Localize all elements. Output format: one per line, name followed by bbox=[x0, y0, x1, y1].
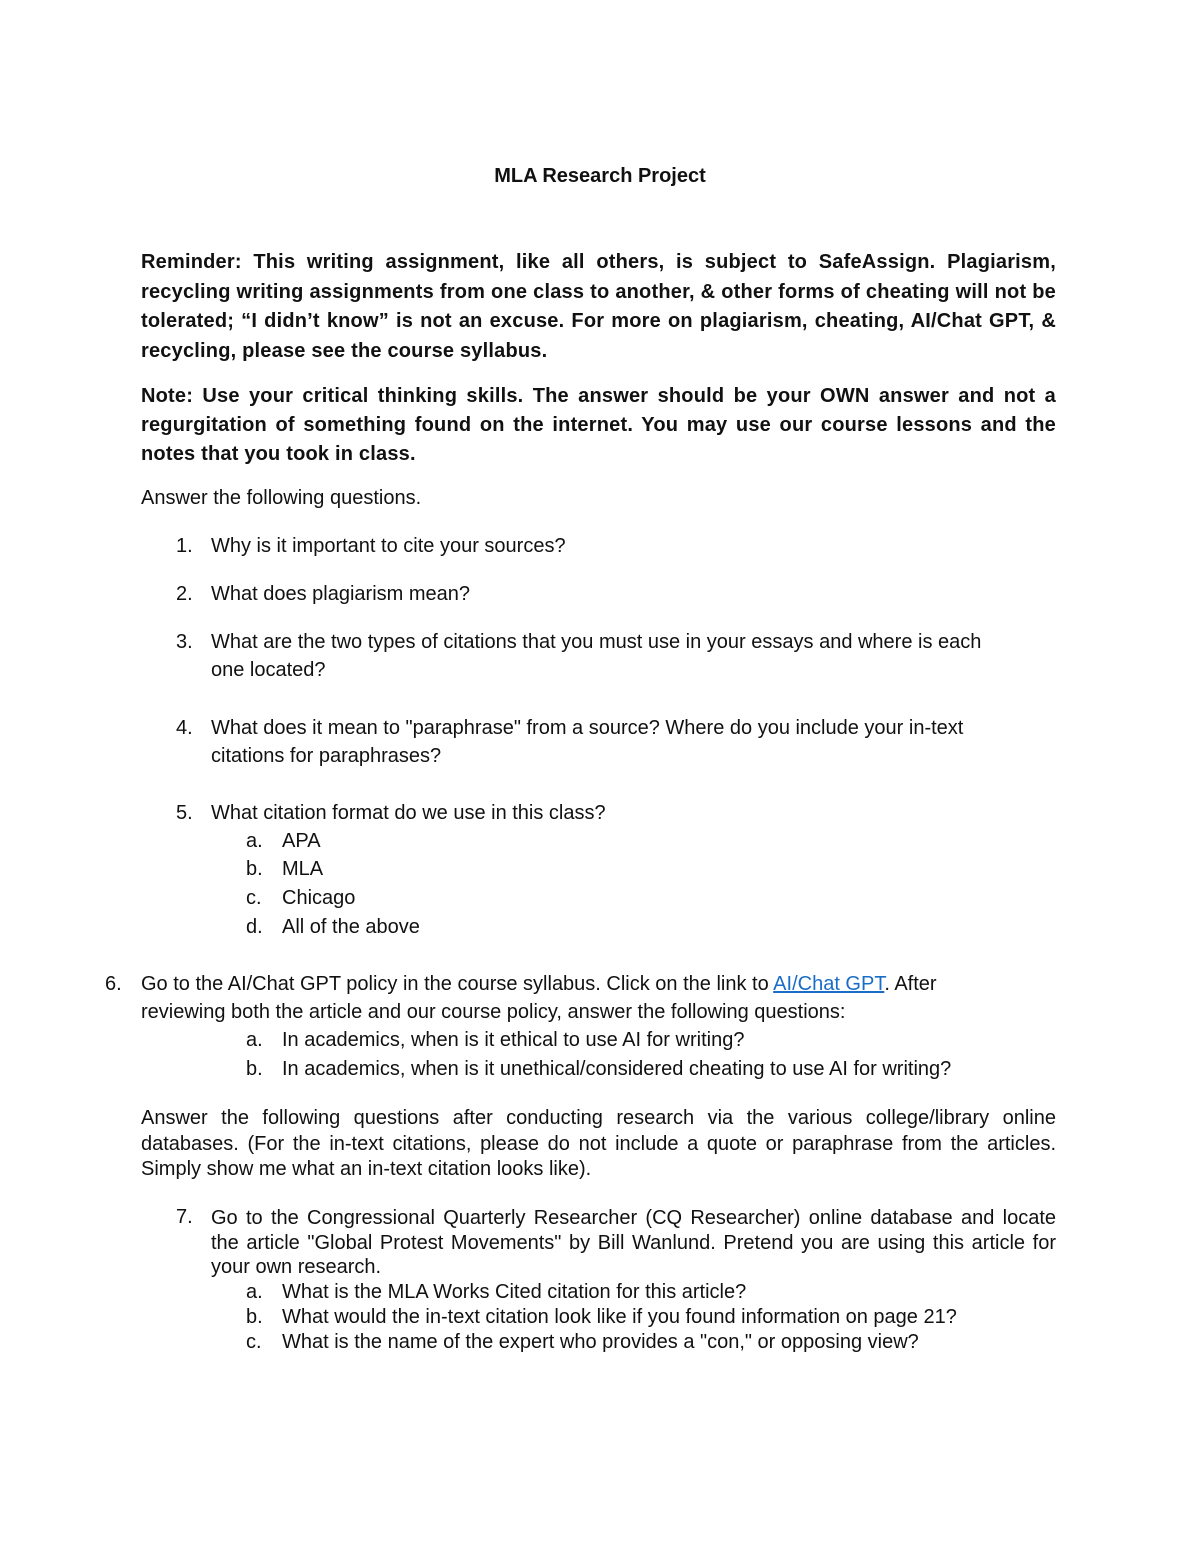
question-4-number: 4. bbox=[176, 717, 193, 739]
question-2-number: 2. bbox=[176, 583, 193, 605]
q6-sub-a-text: In academics, when is it ethical to use AI for writing? bbox=[282, 1029, 745, 1051]
question-6-line-1 bbox=[141, 973, 937, 996]
question-4-text-line-1: What does it mean to "paraphrase" from a source? Where do you include your in-text bbox=[211, 717, 964, 739]
question-1-number: 1. bbox=[176, 535, 193, 557]
research-intro-paragraph: Answer the following questions after conducting research via the various college/library online databases. (For the in-text citations, please do not include a quote or paraphrase from the articles. Simply show me what an in-text citation looks like). bbox=[141, 1107, 1056, 1180]
q5-option-c-text: Chicago bbox=[282, 887, 356, 909]
question-4-text-line-2: citations for paraphrases? bbox=[211, 745, 442, 767]
question-5-number: 5. bbox=[176, 802, 193, 824]
question-3-text-line-2: one located? bbox=[211, 659, 326, 681]
q6-sub-b-letter: b. bbox=[246, 1058, 263, 1080]
q6-sub-a-letter: a. bbox=[246, 1029, 263, 1051]
q5-option-a-text: APA bbox=[282, 830, 321, 852]
question-7-text: Go to the Congressional Quarterly Researcher (CQ Researcher) online database and locate the article "Global Protest Movements" by Bill Wanlund. Pretend you are using this article for your own research. bbox=[211, 1207, 1056, 1278]
q7-sub-a-text: What is the MLA Works Cited citation for this article? bbox=[282, 1281, 747, 1303]
q5-option-c-letter: c. bbox=[246, 887, 262, 909]
note-paragraph: Note: Use your critical thinking skills. The answer should be your OWN answer and not a regurgitation of something found on the internet. You may use our course lessons and the notes that you took in class. bbox=[141, 385, 1056, 465]
q5-option-a-letter: a. bbox=[246, 830, 263, 852]
q7-sub-c-letter: c. bbox=[246, 1331, 262, 1353]
question-6-text-before: Go to the AI/Chat GPT policy in the course syllabus. Click on the link to bbox=[141, 973, 774, 995]
q7-sub-b-text: What would the in-text citation look like if you found information on page 21? bbox=[282, 1306, 957, 1328]
question-2-text: What does plagiarism mean? bbox=[211, 583, 471, 605]
question-6-line-2: reviewing both the article and our course policy, answer the following questions: bbox=[141, 1001, 846, 1023]
question-7-number: 7. bbox=[176, 1206, 193, 1228]
reminder-paragraph: Reminder: This writing assignment, like all others, is subject to SafeAssign. Plagiarism, recycling writing assignments from one class to another, & other forms of cheating will not be tolerated; “I didn’t know” is not an excuse. For more on plagiarism, cheating, AI/Chat GPT, & recycling, please see the course syllabus. bbox=[141, 251, 1056, 362]
q5-option-d-text: All of the above bbox=[282, 916, 420, 938]
question-3-number: 3. bbox=[176, 631, 193, 653]
answer-intro: Answer the following questions. bbox=[141, 487, 422, 509]
ai-chat-gpt-link[interactable]: AI/Chat GPT bbox=[773, 973, 885, 995]
q6-sub-b-text: In academics, when is it unethical/considered cheating to use AI for writing? bbox=[282, 1058, 952, 1080]
q7-sub-a-letter: a. bbox=[246, 1281, 263, 1303]
question-3-text-line-1: What are the two types of citations that you must use in your essays and where is each bbox=[211, 631, 982, 653]
question-6-number: 6. bbox=[105, 973, 122, 995]
question-5-text: What citation format do we use in this class? bbox=[211, 802, 606, 824]
question-6-text-after: . After bbox=[884, 973, 937, 995]
question-1-text: Why is it important to cite your sources? bbox=[211, 535, 566, 557]
q5-option-b-letter: b. bbox=[246, 858, 263, 880]
q5-option-d-letter: d. bbox=[246, 916, 263, 938]
q7-sub-c-text: What is the name of the expert who provides a "con," or opposing view? bbox=[282, 1331, 919, 1353]
q7-sub-b-letter: b. bbox=[246, 1306, 263, 1328]
page-title: MLA Research Project bbox=[494, 165, 706, 187]
q5-option-b-text: MLA bbox=[282, 858, 324, 880]
